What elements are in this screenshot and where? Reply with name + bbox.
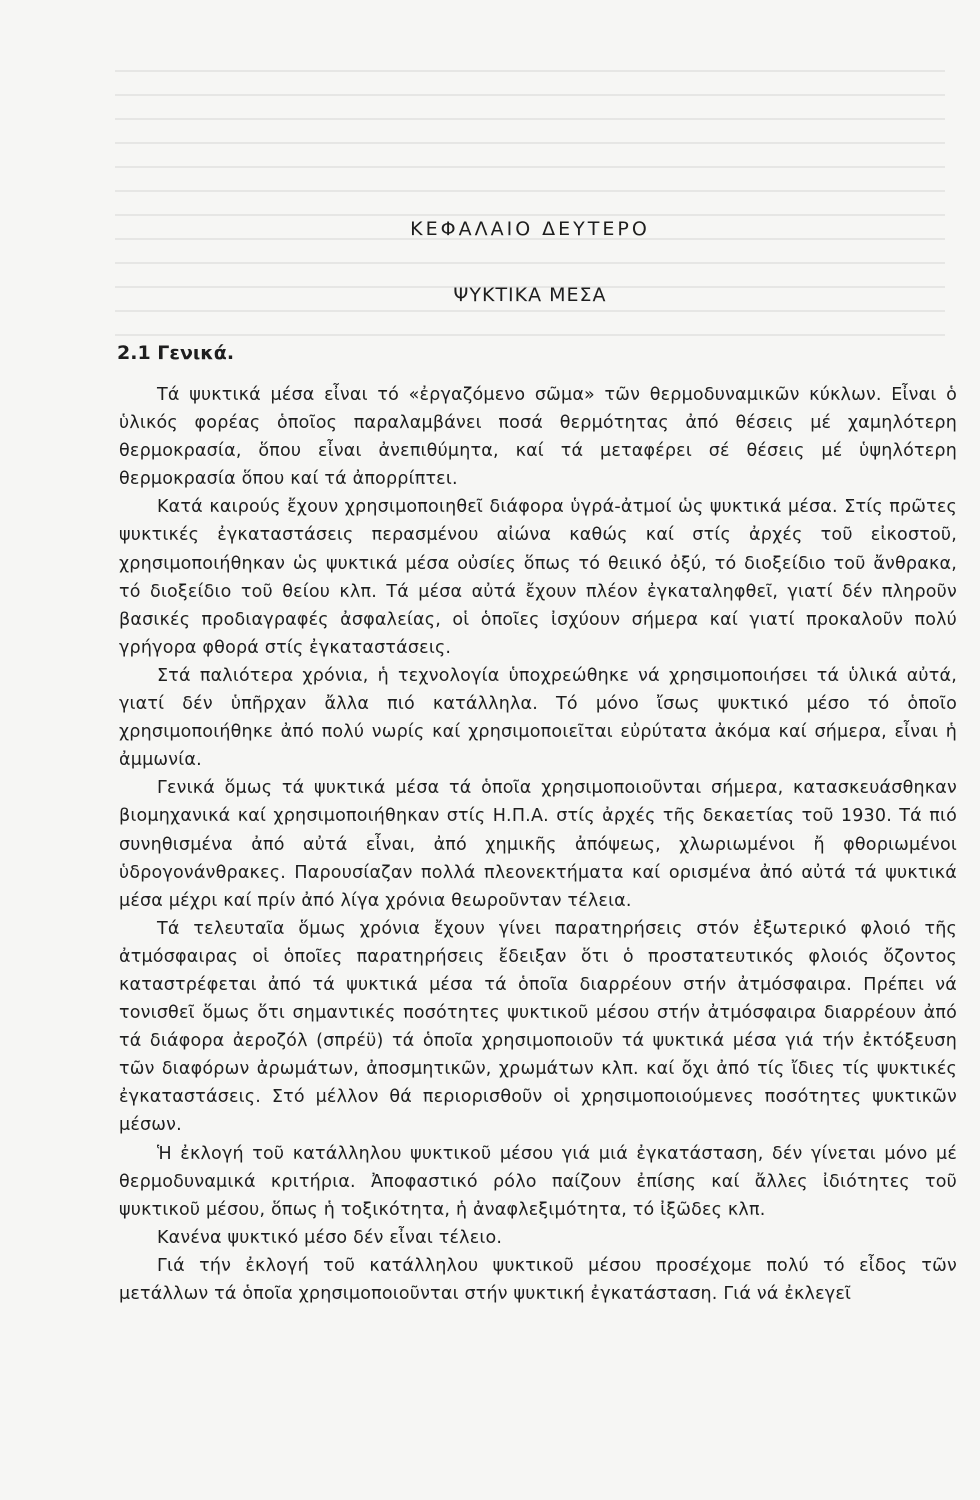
paragraph: Κανένα ψυκτικό μέσο δέν εἶναι τέλειο. — [157, 1227, 503, 1248]
paragraph: Κατά καιρούς ἔχουν χρησιμοποιηθεῖ διάφορα ὑγρά-ἀτμοί ὡς ψυκτικά μέσα. Στίς πρῶτες ψυκτικές ἐγκαταστάσεις περασμένου αἰώνα καθώς καί στίς ἀρχές τοῦ εἰκοστοῦ, χρησιμοποιήθηκαν ὡς ψυκτικά μέσα οὐσίες ὅπως τό θειικό ὀξύ, τό διοξείδιο τοῦ ἄνθρακα, τό διοξείδιο τοῦ θείου κλπ. Τά μέσα αὐτά ἔχουν πλέον ἐγκαταληφθεῖ, γιατί δέν πληροῦν βασικές προδιαγραφές ἀσφαλείας, οἱ ὁποῖες ἰσχύουν σήμερα καί γιατί προκαλοῦν πολύ γρήγορα φθορά στίς ἐγκαταστάσεις. — [119, 497, 957, 658]
paragraph: Τά τελευταῖα ὅμως χρόνια ἔχουν γίνει παρατηρήσεις στόν ἐξωτερικό φλοιό τῆς ἀτμόσφαιρας οἱ ὁποῖες παρατηρήσεις ἔδειξαν ὅτι ὁ προστατευτικός φλοιός ὄζοντος καταστρέφεται ἀπό τά ψυκτικά μέσα τά ὁποῖα διαρρέουν στήν ἀτμόσφαιρα. Πρέπει νά τονισθεῖ ὅμως ὅτι σημαντικές ποσότητες ψυκτικοῦ μέσου στήν ἀτμόσφαιρα διαρρέουν ἀπό τά διάφορα ἀεροζόλ (σπρέϋ) τά ὁποῖα χρησιμοποιοῦν τά ψυκτικά μέσα γιά τήν ἐκτόξευση τῶν διαφόρων ἀρωμάτων, ἀποσμητικῶν, χρωμάτων κλπ. καί ὄχι ἀπό τίς ἴδιες τίς ψυκτικές ἐγκαταστάσεις. Στό μέλλον θά περιορισθοῦν οἱ χρησιμοποιούμενες ποσότητες ψυκτικῶν μέσων. — [119, 918, 957, 1136]
section-heading: 2.1 Γενικά. — [117, 342, 235, 364]
body-text — [119, 381, 957, 1308]
chapter-subtitle: ΨΥΚΤΙΚΑ ΜΕΣΑ — [453, 284, 607, 306]
paragraph: Στά παλιότερα χρόνια, ἡ τεχνολογία ὑποχρεώθηκε νά χρησιμοποιήσει τά ὑλικά αὐτά, γιατί δέν ὑπῆρχαν ἄλλα πιό κατάλληλα. Τό μόνο ἴσως ψυκτικό μέσο τό ὁποῖο χρησιμοποιήθηκε ἀπό πολύ νωρίς καί χρησιμοποιεῖται εὐρύτατα ἀκόμα καί σήμερα, εἶναι ἡ ἀμμωνία. — [119, 665, 957, 771]
paragraph: Ἡ ἐκλογή τοῦ κατάλληλου ψυκτικοῦ μέσου γιά μιά ἐγκατάσταση, δέν γίνεται μόνο μέ θερμοδυναμικά κριτήρια. Ἀποφαστικό ρόλο παίζουν ἐπίσης καί ἄλλες ἰδιότητες τοῦ ψυκτικοῦ μέσου, ὅπως ἡ τοξικότητα, ἡ ἀναφλεξιμότητα, τό ἰξῶδες κλπ. — [119, 1143, 957, 1220]
paragraph: Γενικά ὅμως τά ψυκτικά μέσα τά ὁποῖα χρησιμοποιοῦνται σήμερα, κατασκευάσθηκαν βιομηχανικά καί χρησιμοποιήθηκαν στίς Η.Π.Α. στίς ἀρχές τῆς δεκαετίας τοῦ 1930. Τά πιό συνηθισμένα ἀπό αὐτά εἶναι, ἀπό χημικῆς ἀπόψεως, χλωριωμένοι ἤ φθοριωμένοι ὑδρογονάνθρακες. Παρουσίαζαν πολλά πλεονεκτήματα καί ορισμένα ἀπό αὐτά τά ψυκτικά μέσα μέχρι καί πρίν ἀπό λίγα χρόνια θεωροῦνταν τέλεια. — [119, 778, 957, 911]
paragraph: Γιά τήν ἐκλογή τοῦ κατάλληλου ψυκτικοῦ μέσου προσέχομε πολύ τό εἶδος τῶν μετάλλων τά ὁποῖα χρησιμοποιοῦνται στήν ψυκτική ἐγκατάσταση. Γιά νά ἐκλεγεῖ — [119, 1255, 957, 1304]
chapter-title: ΚΕΦΑΛΑΙΟ ΔΕΥΤΕΡΟ — [410, 218, 650, 240]
paragraph: Τά ψυκτικά μέσα εἶναι τό «ἐργαζόμενο σῶμα» τῶν θερμοδυναμικῶν κύκλων. Εἶναι ὁ ὑλικός φορέας ὁποῖος παραλαμβάνει ποσά θερμότητας ἀπό θέσεις μέ χαμηλότερη θερμοκρασία, ὅπου εἶναι ἀνεπιθύμητα, καί τά μεταφέρει σέ θέσεις μέ ὑψηλότερη θερμοκρασία ὅπου καί τά ἀπορρίπτει. — [119, 385, 957, 490]
